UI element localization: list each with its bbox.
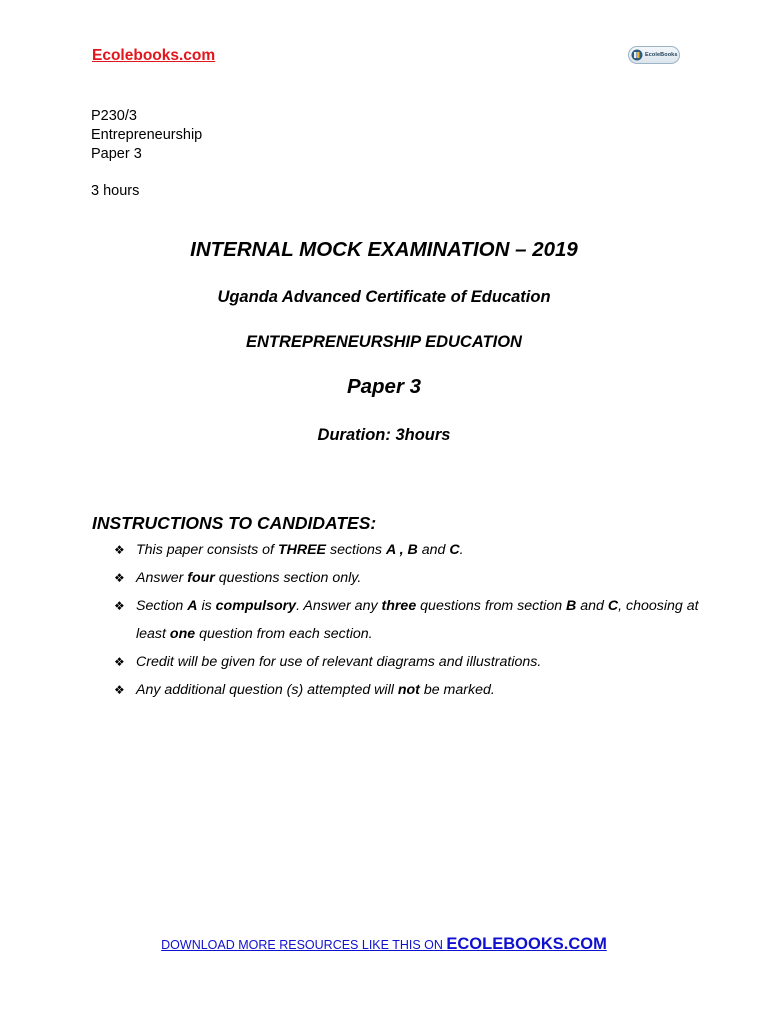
instruction-emphasis: compulsory [215, 598, 297, 614]
ecolebooks-logo [628, 46, 680, 64]
paper-number: Paper 3 [91, 146, 142, 162]
instruction-emphasis: A [187, 598, 198, 614]
paper-title: Paper 3 [346, 375, 422, 398]
diamond-bullet-icon: ❖ [114, 655, 125, 669]
subject-title: ENTREPRENEURSHIP EDUCATION [246, 333, 522, 351]
instruction-run: Section [136, 598, 188, 614]
instruction-text [136, 648, 541, 676]
instruction-run: Answer [136, 570, 188, 586]
diamond-bullet-icon: ❖ [114, 543, 125, 557]
instructions-list [114, 536, 714, 704]
instruction-item [114, 648, 714, 676]
instruction-run: questions from section [416, 598, 567, 614]
instruction-run: This paper consists of [136, 542, 278, 558]
instruction-emphasis: THREE [277, 542, 327, 558]
certificate-title: Uganda Advanced Certificate of Education [217, 288, 551, 306]
instruction-item [114, 536, 714, 564]
footer-link-site: ECOLEBOOKS.COM [446, 935, 607, 953]
instruction-run: . [459, 542, 464, 558]
instruction-run: , choosing at least [136, 598, 699, 642]
instruction-item [114, 676, 714, 704]
diamond-bullet-icon: ❖ [114, 571, 125, 585]
instruction-item [114, 564, 714, 592]
instruction-emphasis: four [187, 570, 215, 586]
instruction-run: sections [326, 542, 386, 558]
ecolebooks-site-link[interactable]: Ecolebooks.com [92, 47, 216, 64]
paper-code: P230/3 [91, 108, 137, 124]
instruction-run: . Answer any [296, 598, 382, 614]
instruction-run: and [576, 598, 608, 614]
instruction-text [136, 592, 714, 648]
instruction-text [136, 536, 464, 564]
instructions-heading: INSTRUCTIONS TO CANDIDATES: [92, 513, 377, 533]
instruction-emphasis: not [397, 682, 420, 698]
instruction-run: Any additional question (s) attempted will [136, 682, 398, 698]
exam-time: 3 hours [91, 183, 140, 199]
download-resources-link[interactable] [0, 935, 768, 954]
instruction-run: question from each section. [195, 626, 373, 642]
instruction-text [136, 676, 495, 704]
instruction-emphasis: A , B [385, 542, 418, 558]
diamond-bullet-icon: ❖ [114, 683, 125, 697]
instruction-item [114, 592, 714, 648]
diamond-bullet-icon: ❖ [114, 599, 125, 613]
instruction-emphasis: one [169, 626, 196, 642]
subject-name: Entrepreneurship [91, 127, 203, 143]
instruction-emphasis: three [381, 598, 417, 614]
instruction-run: be marked. [419, 682, 495, 698]
instruction-run: is [197, 598, 216, 614]
exam-title: INTERNAL MOCK EXAMINATION – 2019 [190, 238, 578, 261]
logo-wordmark: EcoleBooks [645, 52, 678, 58]
instruction-run: questions section only. [214, 570, 362, 586]
footer-link-prefix: DOWNLOAD MORE RESOURCES LIKE THIS ON [161, 938, 447, 952]
instruction-text [136, 564, 361, 592]
book-logo-icon [631, 49, 643, 61]
instruction-emphasis: C [449, 542, 460, 558]
instruction-emphasis: B [566, 598, 577, 614]
instruction-emphasis: C [607, 598, 619, 614]
duration-title: Duration: 3hours [317, 426, 451, 444]
instruction-run: and [417, 542, 450, 558]
instruction-run: Credit will be given for use of relevant diagrams and illustrations. [136, 654, 542, 670]
